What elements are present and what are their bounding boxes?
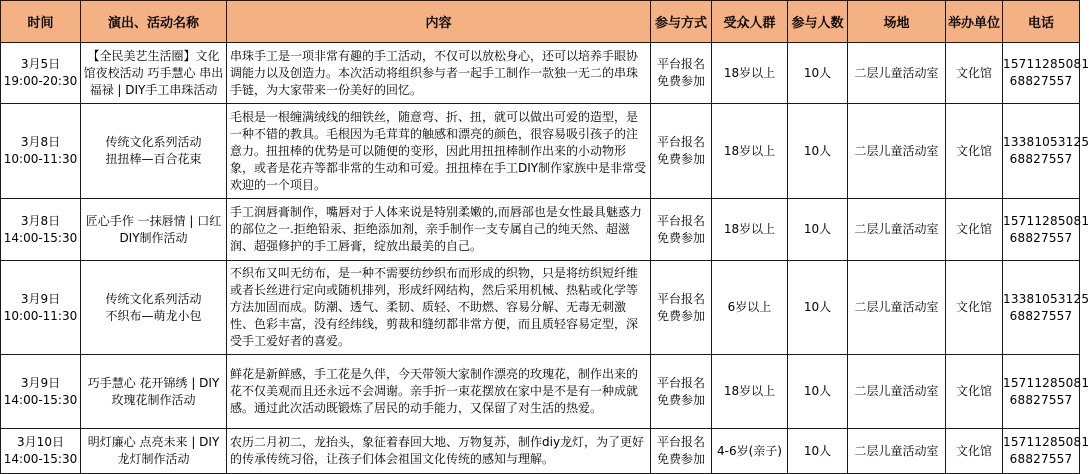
cell-method: 平台报名 免费参加 [651,429,712,474]
cell-phone: 13381053125 68827557 [1003,104,1080,199]
cell-method: 平台报名 免费参加 [651,199,712,261]
cell-content: 鲜花是新鲜感，手工花是久伴，今天带领大家制作漂亮的玫瑰花，制作出来的花不仅美观而且还永远不会凋谢。亲手折一束花摆放在家中是不是有一种成就感。通过此次活动既锻炼了居民的动手能力，又保留了对生活的热爱。 [227,355,651,429]
cell-method: 平台报名 免费参加 [651,355,712,429]
cell-content: 手工润唇膏制作，嘴唇对于人体来说是特别柔嫩的,而唇部也是女性最具魅惑力的部位之一.拒绝铅汞、拒绝添加剂，亲手制作一支专属自己的纯天然、超滋润、超强修护的手工唇膏，绽放出最美的自己。 [227,199,651,261]
cell-count: 10人 [788,355,848,429]
cell-time: 3月8日 10:00-11:30 [1,104,81,199]
cell-time: 3月5日 19:00-20:30 [1,43,81,104]
cell-audience: 18岁以上 [712,355,788,429]
cell-count: 10人 [788,429,848,474]
cell-audience: 4-6岁(亲子) [712,429,788,474]
cell-audience: 18岁以上 [712,43,788,104]
header-organizer: 举办单位 [946,1,1003,43]
cell-organizer: 文化馆 [946,199,1003,261]
header-content: 内容 [227,1,651,43]
cell-phone: 15711285081 68827557 [1003,199,1080,261]
cell-venue: 二层儿童活动室 [848,43,946,104]
cell-audience: 18岁以上 [712,199,788,261]
cell-content: 串珠手工是一项非常有趣的手工活动，不仅可以放松身心，还可以培养手眼协调能力以及创造力。本次活动将组织参与者一起手工制作一款独一无二的串珠手链，为大家带来一份美好的回忆。 [227,43,651,104]
table-row [1,104,1080,199]
cell-organizer: 文化馆 [946,355,1003,429]
cell-count: 10人 [788,43,848,104]
cell-organizer: 文化馆 [946,43,1003,104]
cell-phone: 15711285081 68827557 [1003,355,1080,429]
cell-title: 明灯廉心 点亮未来 | DIY龙灯制作活动 [81,429,227,474]
cell-title: 传统文化系列活动 扭扭棒—百合花束 [81,104,227,199]
table-row [1,429,1080,474]
cell-method: 平台报名 免费参加 [651,43,712,104]
header-title: 演出、活动名称 [81,1,227,43]
cell-audience: 6岁以上 [712,261,788,355]
header-venue: 场地 [848,1,946,43]
cell-title: 【全民美艺生活圈】文化馆夜校活动 巧手慧心 串出福禄 | DIY手工串珠活动 [81,43,227,104]
cell-organizer: 文化馆 [946,429,1003,474]
table-row [1,261,1080,355]
cell-venue: 二层儿童活动室 [848,104,946,199]
header-method: 参与方式 [651,1,712,43]
cell-venue: 二层儿童活动室 [848,261,946,355]
cell-time: 3月8日 14:00-15:30 [1,199,81,261]
header-phone: 电话 [1003,1,1080,43]
cell-phone: 13381053125 68827557 [1003,261,1080,355]
cell-count: 10人 [788,104,848,199]
cell-time: 3月10日 14:00-15:30 [1,429,81,474]
table-row [1,43,1080,104]
cell-audience: 18岁以上 [712,104,788,199]
cell-time: 3月9日 14:00-15:30 [1,355,81,429]
table-row [1,355,1080,429]
cell-content: 毛根是一根缠满绒线的细铁丝，随意弯、折、扭，就可以做出可爱的造型，是一种不错的教具。毛根因为毛茸茸的触感和漂亮的颜色，很容易吸引孩子的注意力。扭扭棒的优势是可以随便的变形，因此用扭扭棒制作出来的小动物形象，或者是花卉等都非常的生动和可爱。扭扭棒在手工DIY制作家族中是非常受欢迎的一个项目。 [227,104,651,199]
header-row [1,1,1080,43]
cell-phone: 15711285081 68827557 [1003,429,1080,474]
table-row [1,199,1080,261]
cell-content: 不织布又叫无纺布，是一种不需要纺纱织布而形成的织物，只是将纺织短纤维或者长丝进行定向或随机排列，形成纤网结构，然后采用机械、热粘或化学等方法加固而成。防潮、透气、柔韧、质轻、不助燃、容易分解、无毒无刺激性、色彩丰富，没有经纬线，剪裁和缝纫都非常方便，而且质轻容易定型，深受手工爱好者的喜爱。 [227,261,651,355]
cell-venue: 二层儿童活动室 [848,355,946,429]
cell-count: 10人 [788,261,848,355]
cell-time: 3月9日 10:00-11:30 [1,261,81,355]
cell-phone: 15711285081 68827557 [1003,43,1080,104]
cell-method: 平台报名 免费参加 [651,104,712,199]
header-count: 参与人数 [788,1,848,43]
cell-content: 农历二月初二，龙抬头，象征着春回大地、万物复苏，制作diy龙灯，为了更好的传承传统习俗，让孩子们体会祖国文化传统的感知与理解。 [227,429,651,474]
header-audience: 受众人群 [712,1,788,43]
header-time: 时间 [1,1,81,43]
cell-venue: 二层儿童活动室 [848,199,946,261]
cell-venue: 二层儿童活动室 [848,429,946,474]
cell-title: 传统文化系列活动 不织布—萌龙小包 [81,261,227,355]
cell-title: 匠心手作 一抹唇情 | 口红DIY制作活动 [81,199,227,261]
cell-organizer: 文化馆 [946,261,1003,355]
cell-organizer: 文化馆 [946,104,1003,199]
cell-count: 10人 [788,199,848,261]
cell-title: 巧手慧心 花开锦绣 | DIY玫瑰花制作活动 [81,355,227,429]
cell-method: 平台报名 免费参加 [651,261,712,355]
